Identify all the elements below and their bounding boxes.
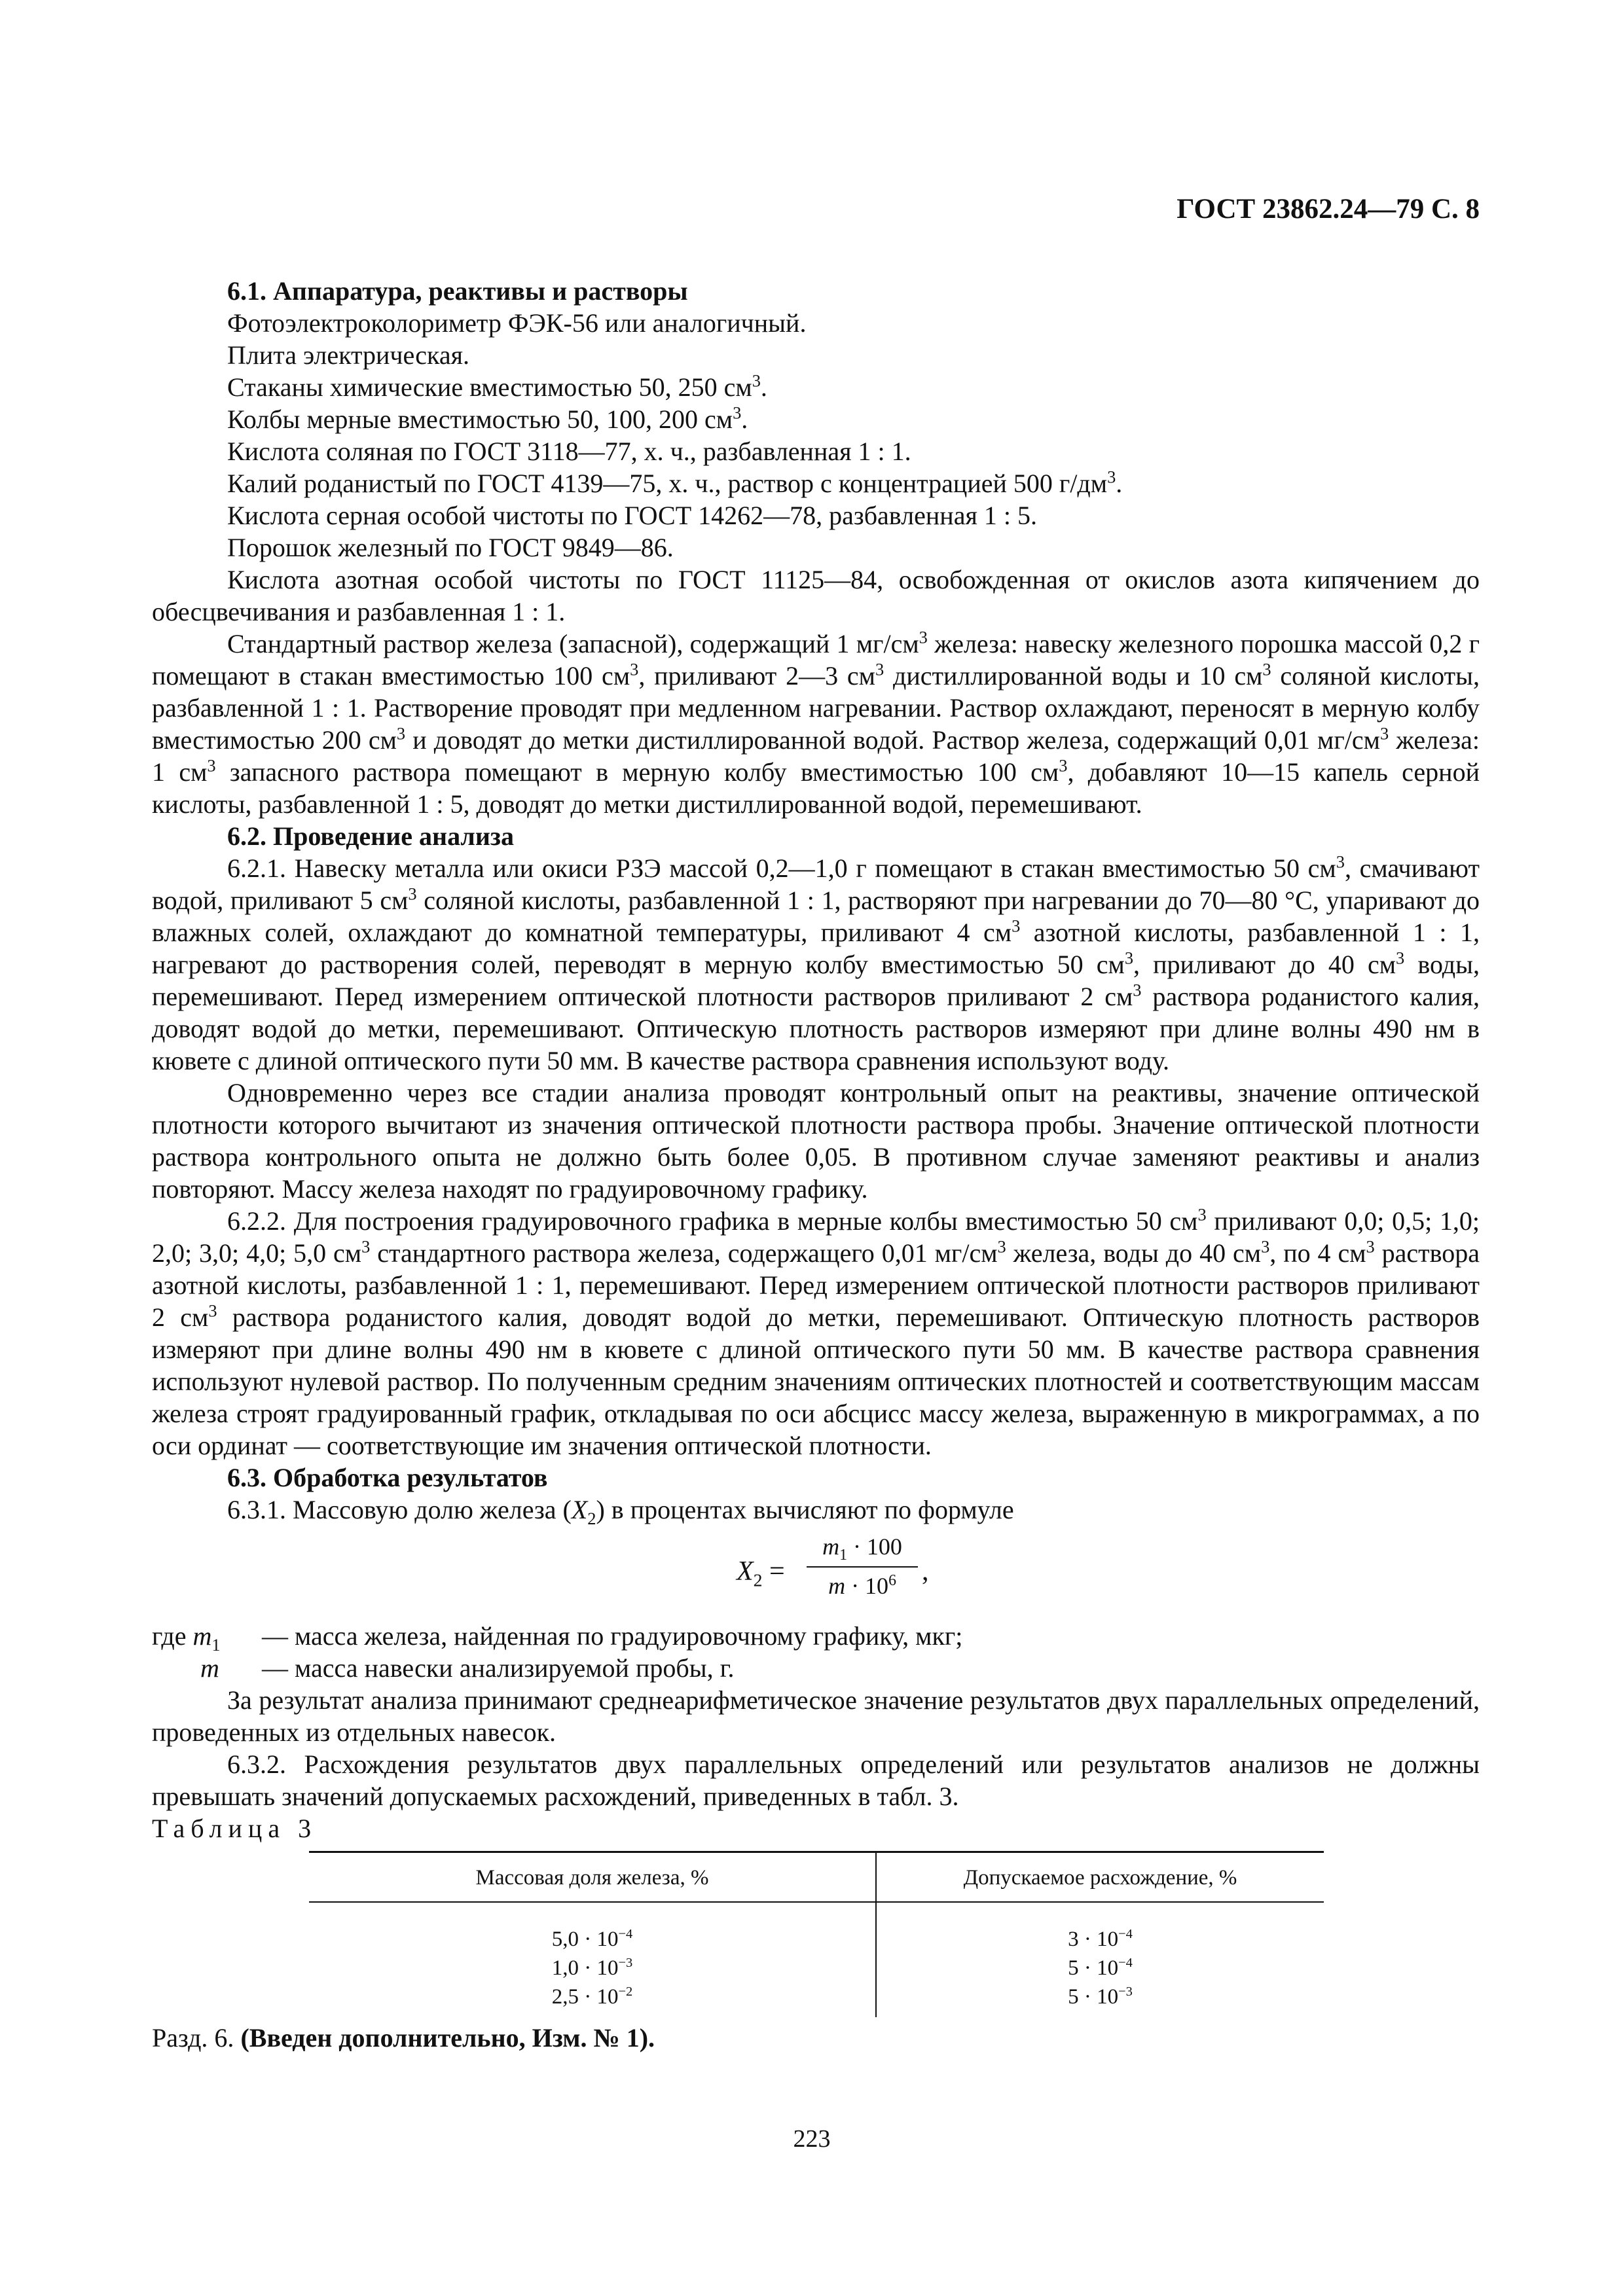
equipment-item: Плита электрическая. (227, 340, 470, 370)
reagent-nitric-acid: Кислота азотная особой чистоты по ГОСТ 11125—84, освобожденная от окислов азота кипячением до обесцвечивания и разбавленная 1 : 1. (152, 565, 1480, 626)
page-header: ГОСТ 23862.24—79 С. 8 (1176, 194, 1480, 224)
equipment-item: Стаканы химические вместимостью 50, 250 $см^3$. (227, 370, 767, 402)
table-cell-tolerance: $5 \cdot 10^{-4}$ (1068, 1956, 1133, 1980)
table-cell-tolerance: $5 \cdot 10^{-3}$ (1068, 1984, 1133, 2009)
reagent-item: Калий роданистый по ГОСТ 4139—75, х. ч., раствор с концентрацией 500 $г/дм^3$. (227, 467, 1123, 498)
equipment-item: Колбы мерные вместимостью 50, 100, 200 $см^3$. (227, 403, 748, 434)
paragraph-6-2-2: 6.2.2. Для построения градуировочного графика в мерные колбы вместимостью 50 $см^3$ приливают 0,0; 0,5; 1,0; 2,0; 3,0; 4,0; 5,0 $см^3$ стандартного раствора железа, содержащего 0,01 $мг/см^3$ железа, воды до 40 $см^3$, по 4 $см^3$ раствора азотной кислоты, разбавленной 1 : 1, перемешивают. Перед измерением оптической плотности растворов приливают 2 $см^3$ раствора роданистого калия, доводят водой до метки, перемешивают. Оптическую плотность растворов измеряют при длине волны 490 нм в кювете с длиной оптического пути 50 мм. В качестве раствора сравнения используют нулевой раствор. По полученным средним значениям оптических плотностей и соответствующим массам железа строят градуированный график, откладывая по оси абсцисс массу железа, выраженную в микрограммах, а по оси ординат — соответствующие им значения оптической плотности. (152, 1204, 1480, 1460)
formula-comma: , (922, 1556, 929, 1587)
table-cell-iron-fraction: $1,0 \cdot 10^{-3}$ (551, 1956, 633, 1980)
standard-solution-paragraph: Стандартный раствор железа (запасной), содержащий 1 $мг/см^3$ железа: навеску железного порошка массой 0,2 г помещают в стакан вместимостью 100 $см^3$, приливают 2—3 $см^3$ дистиллированной воды и 10 $см^3$ соляной кислоты, разбавленной 1 : 1. Растворение проводят при медленном нагревании. Раствор охлаждают, переносят в мерную колбу вместимостью 200 $см^3$ и доводят до метки дистиллированной водой. Раствор железа, содержащий 0,01 $мг/см^3$ железа: 1 $см^3$ запасного раствора помещают в мерную колбу вместимостью 100 $см^3$, добавляют 10—15 капель серной кислоты, разбавленной 1 : 5, доводят до метки дистиллированной водой, перемешивают. (152, 627, 1480, 819)
section-6-2-title: 6.2. Проведение анализа (227, 821, 514, 851)
column-header-tolerance: Допускаемое расхождение, % (963, 1866, 1237, 1890)
formula-lhs: $X_2$ = (737, 1556, 785, 1590)
formula-numerator: $m_1 \cdot 100$ (822, 1534, 902, 1564)
equipment-item: Фотоэлектроколориметр ФЭК-56 или аналогичный. (227, 308, 807, 338)
table-cell-iron-fraction: $5,0 \cdot 10^{-4}$ (551, 1927, 633, 1951)
document-body (152, 275, 1480, 2054)
where-definition-m1: где $m_1$ — масса железа, найденная по градуировочному графику, мкг; (152, 1621, 963, 1655)
paragraph-6-2-1: 6.2.1. Навеску металла или окиси РЗЭ массой 0,2—1,0 г помещают в стакан вместимостью 50 $см^3$, смачивают водой, приливают 5 $см^3$ соляной кислоты, разбавленной 1 : 1, растворяют при нагревании до 70—80 °С, упаривают до влажных солей, охлаждают до комнатной температуры, приливают 4 $см^3$ азотной кислоты, разбавленной 1 : 1, нагревают до растворения солей, переводят в мерную колбу вместимостью 50 $см^3$, приливают до 40 $см^3$ воды, перемешивают. Перед измерением оптической плотности растворов приливают 2 $см^3$ раствора роданистого калия, доводят водой до метки, перемешивают. Оптическую плотность растворов измеряют при длине волны 490 нм в кювете с длиной оптического пути 50 мм. В качестве раствора сравнения используют воду. (152, 852, 1480, 1075)
paragraph-result: За результат анализа принимают среднеарифметическое значение результатов двух параллельных определений, проведенных из отдельных навесок. (152, 1685, 1480, 1747)
table-cell-iron-fraction: $2,5 \cdot 10^{-2}$ (551, 1984, 633, 2009)
formula-denominator: $m \cdot 10^6$ (828, 1572, 896, 1599)
fraction-bar (807, 1566, 918, 1568)
table-cell-tolerance: $3 \cdot 10^{-4}$ (1068, 1927, 1133, 1951)
paragraph-6-3-2: 6.3.2. Расхождения результатов двух параллельных определений или результатов анализов не должны превышать значений допускаемых расхождений, приведенных в табл. 3. (152, 1749, 1480, 1811)
tolerance-table (152, 1848, 1480, 2022)
section-6-3-title: 6.3. Обработка результатов (227, 1463, 548, 1492)
table-header-rule (309, 1901, 1324, 1903)
section-amendment-note: Разд. 6. (Введен дополнительно, Изм. № 1). (152, 2023, 655, 2053)
reagent-item: Порошок железный по ГОСТ 9849—86. (227, 533, 674, 562)
column-header-iron-fraction: Массовая доля железа, % (475, 1866, 709, 1890)
table-caption: Таблица 3 (152, 1814, 318, 1843)
table-top-rule (309, 1851, 1324, 1853)
page-number: 223 (793, 2125, 831, 2153)
reagent-item: Кислота соляная по ГОСТ 3118—77, х. ч., разбавленная 1 : 1. (227, 437, 911, 466)
reagent-item: Кислота серная особой чистоты по ГОСТ 14262—78, разбавленная 1 : 5. (227, 501, 1037, 530)
paragraph-6-3-1: 6.3.1. Массовую долю железа $(X_2)$ в процентах вычисляют по формуле (227, 1495, 1014, 1528)
paragraph-control-test: Одновременно через все стадии анализа проводят контрольный опыт на реактивы, значение оптической плотности которого вычитают из значения оптической плотности раствора пробы. Значение оптической плотности раствора контрольного опыта не должно быть более 0,05. В противном случае заменяют реактивы и анализ повторяют. Массу железа находят по градуировочному графику. (152, 1078, 1480, 1204)
iron-mass-fraction-formula (152, 1527, 1480, 1616)
section-6-1-title: 6.1. Аппаратура, реактивы и растворы (227, 276, 688, 306)
where-definition-m: m — масса навески анализируемой пробы, г. (200, 1653, 735, 1683)
